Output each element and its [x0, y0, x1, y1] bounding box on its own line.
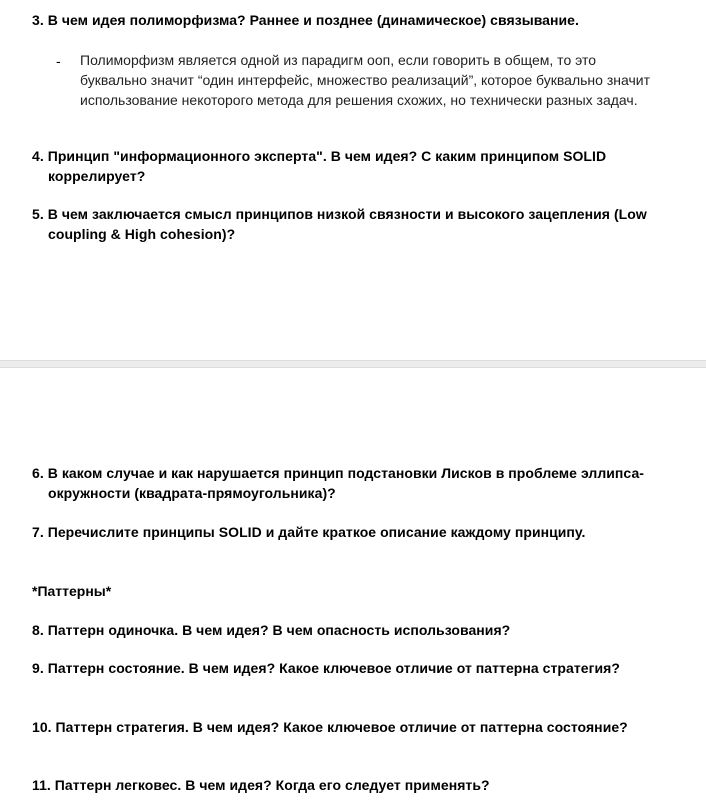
question-6: 6. В каком случае и как нарушается принцип подстановки Лисков в проблеме эллипса-окружности (квадрата-прямоугольника)? [32, 465, 644, 501]
section-heading-patterns: *Паттерны* [32, 583, 112, 599]
question-5: 5. В чем заключается смысл принципов низкой связности и высокого зацепления (Low coupling & High cohesion)? [32, 206, 647, 242]
question-8: 8. Паттерн одиночка. В чем идея? В чем опасность использования? [32, 622, 511, 638]
question-10: 10. Паттерн стратегия. В чем идея? Какое ключевое отличие от паттерна состояние? [32, 719, 628, 735]
question-4: 4. Принцип "информационного эксперта". В чем идея? С каким принципом SOLID коррелирует? [32, 148, 607, 184]
question-3-answer: Полиморфизм является одной из парадигм ооп, если говорить в общем, то это буквально значит “один интерфейс, множество реализаций”, которое буквально значит использование некоторого метода для решения схожих, но технически разных задач. [80, 52, 650, 108]
document-page-2 [0, 368, 706, 802]
document-page-1 [0, 0, 706, 360]
page-break [0, 360, 706, 368]
answer-bullet-marker: - [56, 53, 61, 69]
question-11: 11. Паттерн легковес. В чем идея? Когда его следует применять? [32, 777, 490, 793]
question-7: 7. Перечислите принципы SOLID и дайте краткое описание каждому принципу. [32, 524, 586, 540]
question-3: 3. В чем идея полиморфизма? Раннее и позднее (динамическое) связывание. [32, 12, 579, 28]
question-9: 9. Паттерн состояние. В чем идея? Какое ключевое отличие от паттерна стратегия? [32, 660, 620, 676]
